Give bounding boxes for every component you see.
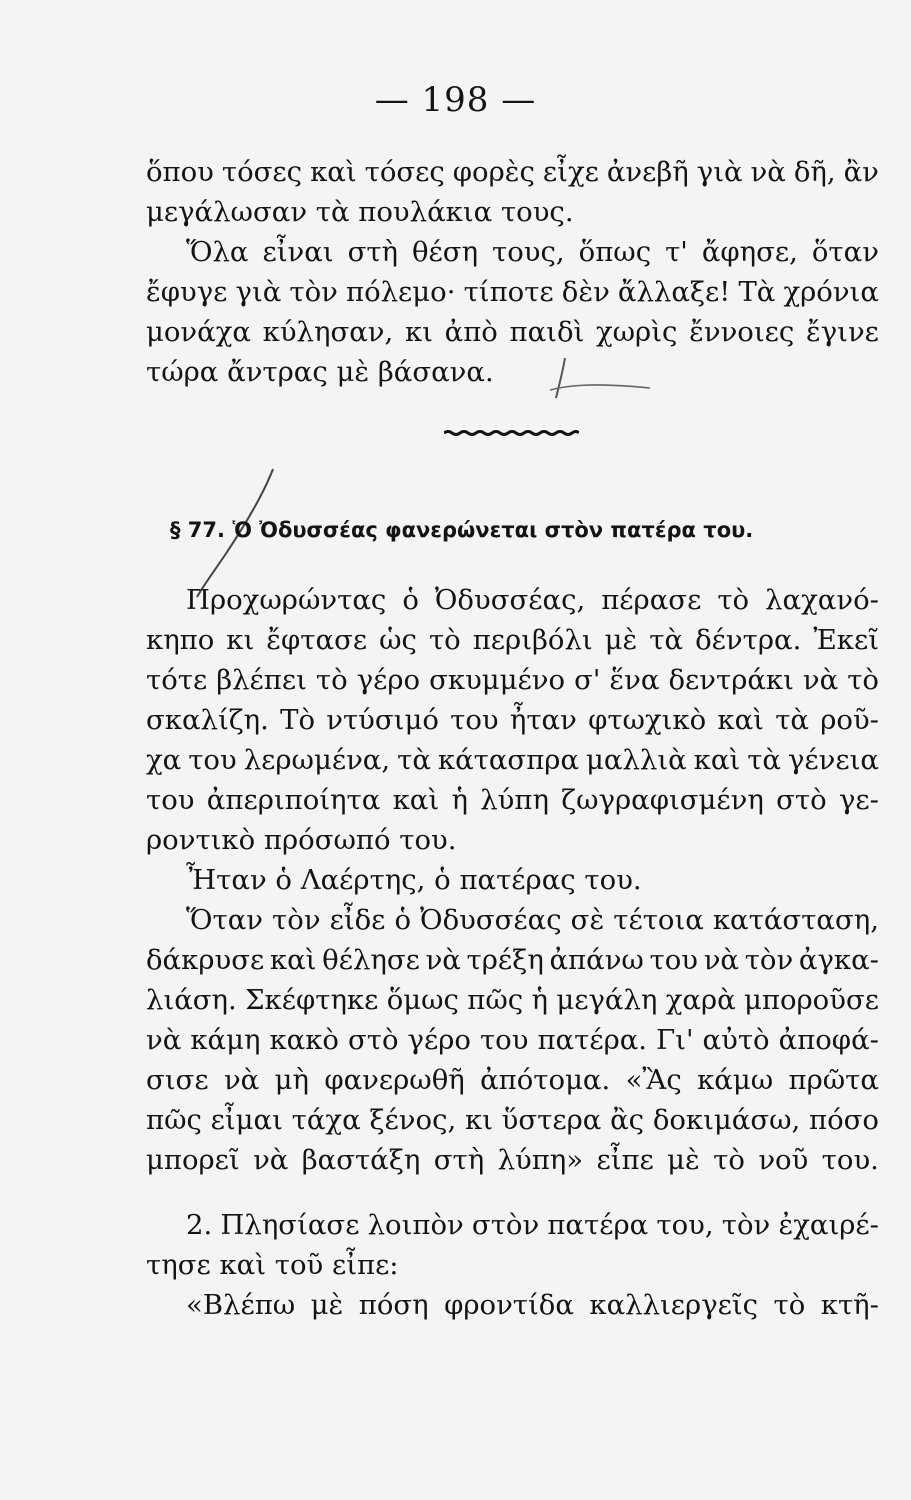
text-line-17: λιάση. Σκέφτηκε ὅμως πῶς ἡ μεγάλη χαρὰ μποροῦσε <box>146 984 879 1016</box>
text-line-5: μονάχα κύλησαν, κι ἀπὸ παιδὶ χωρὶς ἔννοιες ἔγινε <box>146 316 879 348</box>
text-line-13: ροντικὸ πρόσωπό του. <box>146 824 457 856</box>
text-line-20: πῶς εἶμαι τάχα ξένος, κι ὕστερα ἂς δοκιμάσω, πόσο <box>146 1104 879 1136</box>
text-line-4: ἔφυγε γιὰ τὸν πόλεμο· τίποτε δὲν ἄλλαξε! Τὰ χρόνια <box>146 276 879 308</box>
text-line-3: Ὅλα εἶναι στὴ θέση τους, ὅπως τ' ἄφησε, ὅταν <box>186 236 879 268</box>
section-heading: § 77. Ὁ Ὀδυσσέας φανερώνεται στὸν πατέρα του. <box>170 518 754 542</box>
text-line-6: τώρα ἄντρας μὲ βάσανα. <box>146 356 494 388</box>
text-line-12: του ἀπεριποίητα καὶ ἡ λύπη ζωγραφισμένη στὸ γε- <box>146 784 879 816</box>
text-line-14: Ἦταν ὁ Λαέρτης, ὁ πατέρας του. <box>186 864 642 896</box>
text-line-7: Προχωρώντας ὁ Ὀδυσσέας, πέρασε τὸ λαχανό- <box>186 584 879 616</box>
text-line-11: χα του λερωμένα, τὰ κάτασπρα μαλλιὰ καὶ τὰ γένεια <box>146 744 879 776</box>
pencil-mark-decoration <box>530 350 670 410</box>
text-line-22: 2. Πλησίασε λοιπὸν στὸν πατέρα του, τὸν ἐχαιρέ- <box>186 1209 879 1241</box>
text-line-8: κηπο κι ἔφτασε ὡς τὸ περιβόλι μὲ τὰ δέντρα. Ἐκεῖ <box>146 624 879 656</box>
text-line-19: σισε νὰ μὴ φανερωθῆ ἀπότομα. «Ἂς κάμω πρῶτα <box>146 1064 879 1096</box>
page-number: — 198 — <box>374 80 537 120</box>
text-line-1: ὅπου τόσες καὶ τόσες φορὲς εἶχε ἀνεβῆ γιὰ νὰ δῆ, ἂν <box>146 156 879 188</box>
text-line-10: σκαλίζη. Τὸ ντύσιμό του ἦταν φτωχικὸ καὶ τὰ ροῦ- <box>146 704 879 736</box>
text-line-15: Ὅταν τὸν εἶδε ὁ Ὀδυσσέας σὲ τέτοια κατάσταση, <box>186 904 879 936</box>
section-divider-ornament <box>444 430 579 436</box>
text-line-23: τησε καὶ τοῦ εἶπε: <box>146 1249 399 1281</box>
text-line-2: μεγάλωσαν τὰ πουλάκια τους. <box>146 196 574 228</box>
text-line-9: τότε βλέπει τὸ γέρο σκυμμένο σ' ἕνα δεντράκι νὰ τὸ <box>146 664 879 696</box>
text-line-21: μπορεῖ νὰ βαστάξη στὴ λύπη» εἶπε μὲ τὸ νοῦ του. <box>146 1144 879 1176</box>
text-line-24: «Βλέπω μὲ πόση φροντίδα καλλιεργεῖς τὸ κτῆ- <box>186 1289 879 1321</box>
text-line-18: νὰ κάμη κακὸ στὸ γέρο του πατέρα. Γι' αὐτὸ ἀποφά- <box>146 1024 879 1056</box>
text-line-16: δάκρυσε καὶ θέλησε νὰ τρέξη ἀπάνω του νὰ τὸν ἀγκα- <box>146 944 879 976</box>
